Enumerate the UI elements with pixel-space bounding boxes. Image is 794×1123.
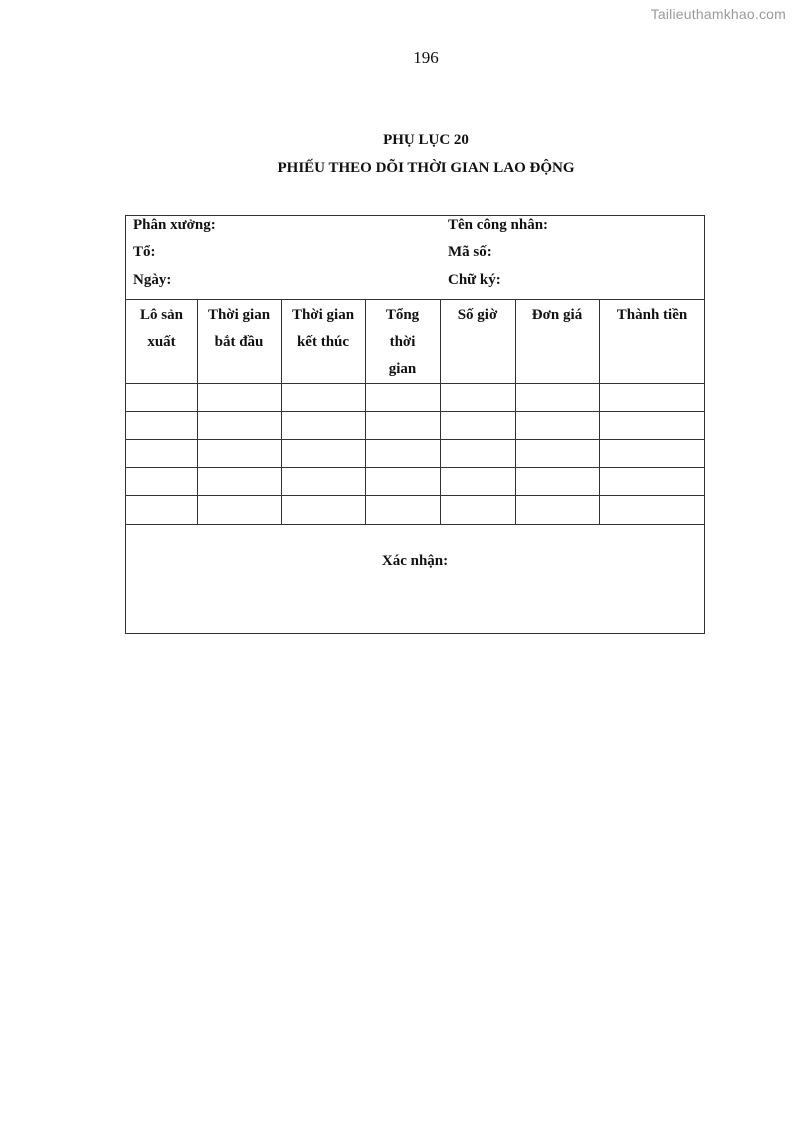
column-header-total-time: [365, 300, 440, 383]
column-header-batch: [126, 300, 197, 383]
confirmation-label: Xác nhận:: [381, 553, 449, 569]
form-title: PHIẾU THEO DÕI THỜI GIAN LAO ĐỘNG: [277, 160, 575, 176]
divider-row: [126, 467, 704, 468]
column-header-line: Lô sản: [140, 307, 183, 323]
column-header-line: bắt đầu: [214, 334, 264, 350]
column-header-line: Đơn giá: [531, 307, 583, 323]
column-header-unit-price: [515, 300, 599, 383]
header-code-label: Mã số:: [448, 244, 492, 260]
column-header-start-time: [197, 300, 281, 383]
column-header-line: thời: [389, 334, 416, 350]
column-header-end-time: [281, 300, 365, 383]
divider-row: [126, 495, 704, 496]
page-number: 196: [413, 48, 439, 67]
divider-column-heads: [126, 383, 704, 384]
divider-row: [126, 411, 704, 412]
column-header-line: Thành tiền: [616, 307, 688, 323]
header-date-label: Ngày:: [133, 272, 172, 288]
timesheet-form: [125, 215, 705, 634]
divider-table-bottom: [126, 524, 704, 525]
column-header-line: Thời gian: [207, 307, 271, 323]
column-header-amount: [599, 300, 705, 383]
column-header-line: Tổng: [385, 307, 420, 323]
column-header-line: Thời gian: [291, 307, 355, 323]
column-header-line: xuất: [147, 334, 176, 350]
header-worker-name-label: Tên công nhân:: [448, 217, 549, 233]
watermark: Tailieuthamkhao.com: [650, 6, 786, 22]
header-workshop-label: Phân xưởng:: [133, 217, 216, 233]
appendix-title: PHỤ LỤC 20: [383, 132, 469, 148]
header-team-label: Tổ:: [133, 244, 156, 260]
column-header-hours: [440, 300, 515, 383]
column-header-line: gian: [388, 361, 417, 377]
column-header-line: Số giờ: [457, 307, 498, 323]
header-signature-label: Chữ ký:: [448, 272, 501, 288]
column-header-line: kết thúc: [296, 334, 350, 350]
divider-row: [126, 439, 704, 440]
